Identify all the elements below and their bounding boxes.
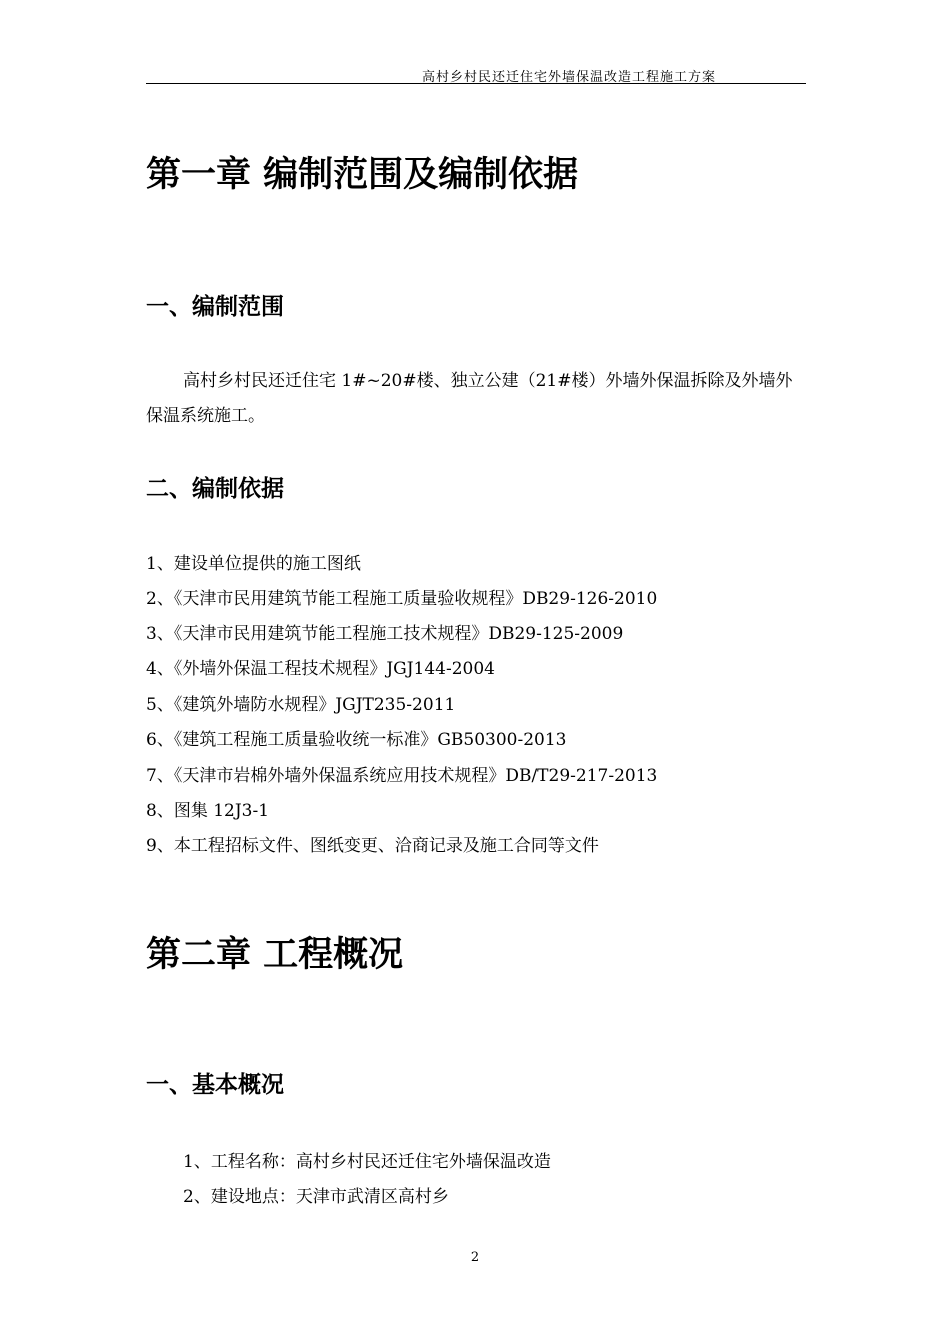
section-scope-title: 一、编制范围: [146, 294, 284, 320]
basis-list-item: 8、图集 12J3-1: [146, 801, 270, 821]
chapter-2-title: 第二章 工程概况: [146, 935, 404, 975]
basis-list-item: 2、《天津市民用建筑节能工程施工质量验收规程》DB29-126-2010: [146, 589, 658, 609]
page-number: 2: [470, 1250, 480, 1265]
overview-list-item: 2、建设地点：天津市武清区高村乡: [183, 1187, 449, 1207]
section-basis-title: 二、编制依据: [146, 476, 284, 502]
basis-list-item: 1、建设单位提供的施工图纸: [146, 554, 361, 574]
basis-list-item: 7、《天津市岩棉外墙外保温系统应用技术规程》DB/T29-217-2013: [146, 766, 658, 786]
scope-paragraph: 高村乡村民还迁住宅 1#~20#楼、独立公建（21#楼）外墙外保温拆除及外墙外保温系统施工。: [146, 371, 793, 426]
basis-list-item: 4、《外墙外保温工程技术规程》JGJ144-2004: [146, 659, 495, 679]
chapter-1-title: 第一章 编制范围及编制依据: [146, 155, 579, 195]
overview-list-item: 1、工程名称：高村乡村民还迁住宅外墙保温改造: [183, 1152, 551, 1172]
basis-list-item: 5、《建筑外墙防水规程》JGJT235-2011: [146, 695, 456, 715]
header-rule: [146, 83, 806, 84]
basis-list-item: 3、《天津市民用建筑节能工程施工技术规程》DB29-125-2009: [146, 624, 624, 644]
section-overview-title: 一、基本概况: [146, 1072, 284, 1098]
running-header: 高村乡村民还迁住宅外墙保温改造工程施工方案: [421, 70, 716, 85]
basis-list-item: 9、本工程招标文件、图纸变更、洽商记录及施工合同等文件: [146, 836, 599, 856]
basis-list-item: 6、《建筑工程施工质量验收统一标准》GB50300-2013: [146, 730, 567, 750]
